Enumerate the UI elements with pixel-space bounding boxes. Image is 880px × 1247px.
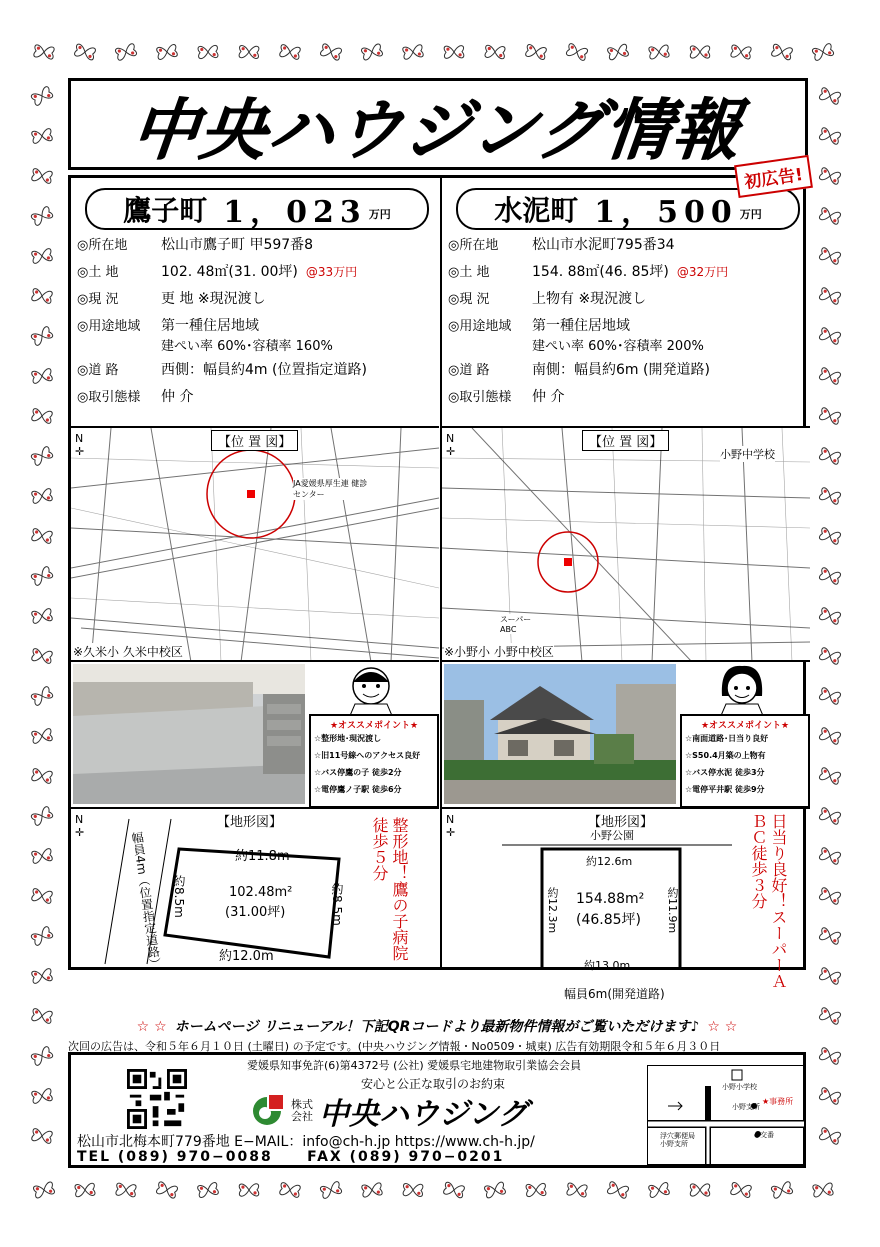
butterfly-icon (819, 247, 841, 265)
property-details (448, 234, 804, 413)
butterfly-icon (648, 1182, 669, 1198)
butterfly-icon (566, 43, 588, 61)
price-unit: 万円 (368, 208, 391, 221)
fax-number: FAX (089) 970−0201 (307, 1149, 505, 1165)
butterfly-icon (819, 727, 841, 745)
company-footer (68, 1052, 806, 1168)
butterfly-icon (31, 408, 52, 423)
butterfly-icon (819, 1047, 841, 1065)
butterfly-icon (31, 206, 54, 226)
butterfly-icon (730, 1182, 751, 1198)
price-unit: 万円 (739, 208, 762, 221)
price: 1，500 (594, 195, 738, 230)
butterfly-icon (362, 1183, 383, 1198)
butterfly-icon (607, 1181, 629, 1199)
detail-value: 松山市鷹子町 甲597番8 (161, 237, 314, 253)
location-map (442, 426, 810, 662)
butterfly-icon (819, 807, 841, 825)
butterfly-icon (443, 1182, 465, 1199)
butterfly-icon (567, 1183, 588, 1197)
butterfly-icon (649, 45, 670, 59)
point-item: ☆電停平井駅 徒歩9分 (685, 785, 765, 794)
title-banner (68, 78, 808, 170)
compass-icon: N ✛ (75, 432, 85, 458)
park-label: 小野公園 (590, 829, 634, 842)
butterfly-icon (31, 848, 52, 863)
plot-diagram (71, 807, 439, 969)
butterfly-icon (484, 1182, 506, 1199)
detail-key: ◎現 況 (77, 292, 119, 307)
star-decoration: ☆ ☆ (136, 1019, 167, 1035)
property-details (77, 234, 433, 413)
butterfly-icon (819, 607, 841, 625)
listings-panel (68, 175, 806, 1001)
butterfly-icon (31, 968, 52, 983)
butterfly-icon (31, 608, 52, 623)
plot-left-length: 約8.5m (172, 875, 186, 918)
butterfly-icon (31, 128, 52, 143)
point-item: ☆南面道路･日当り良好 (685, 734, 769, 743)
detail-key: ◎所在地 (77, 238, 128, 253)
detail-key: ◎用途地域 (448, 319, 512, 334)
plot-bottom-length: 約13.0m (584, 959, 631, 972)
butterfly-icon (819, 407, 841, 425)
plot-area: 102.48m² (229, 885, 293, 900)
butterfly-icon (819, 967, 841, 985)
recommend-points (307, 662, 437, 807)
butterfly-icon (813, 1183, 834, 1197)
butterfly-icon (31, 1128, 52, 1143)
plot-right-length: 約8.5m (330, 883, 344, 926)
map-landmark: スーパー ABC (500, 614, 540, 634)
unit-price-note: @32万円 (676, 265, 729, 279)
butterfly-icon (819, 487, 841, 505)
map-postoffice: 浮穴郵便局 小野支所 (660, 1132, 695, 1148)
butterfly-icon (444, 46, 464, 59)
butterfly-icon (31, 1088, 52, 1103)
detail-value: 102. 48㎡(31. 00坪) (161, 264, 298, 280)
map-branch: 小野支所 (732, 1103, 760, 1111)
butterfly-icon (31, 326, 54, 346)
butterfly-icon (819, 927, 841, 945)
price-pill (85, 188, 429, 230)
detail-key: ◎取引態様 (77, 390, 141, 405)
butterfly-icon (31, 86, 54, 106)
lot-photo (73, 664, 305, 804)
butterfly-icon (819, 1087, 841, 1105)
detail-key: ◎道 路 (77, 363, 119, 378)
point-item: ☆バス停水泥 徒歩3分 (685, 768, 765, 777)
points-title: ★オススメポイント★ (329, 721, 419, 731)
plot-diagram (442, 807, 810, 1001)
butterfly-icon (31, 566, 54, 586)
butterfly-icon (31, 368, 52, 383)
compass-icon: N ✛ (446, 813, 456, 839)
location-map (71, 426, 439, 662)
butterfly-icon (198, 45, 218, 59)
butterfly-icon (819, 527, 841, 545)
compass-icon: N ✛ (446, 432, 456, 458)
butterfly-icon (197, 1182, 219, 1198)
butterfly-icon (812, 43, 834, 61)
butterfly-icon (31, 168, 52, 183)
butterfly-icon (31, 888, 52, 903)
compass-icon: N ✛ (75, 813, 85, 839)
butterfly-icon (156, 1181, 178, 1198)
map-koban: ●交番 (754, 1131, 775, 1139)
qr-code[interactable] (127, 1069, 187, 1129)
butterfly-icon (402, 44, 423, 59)
butterfly-icon (320, 43, 342, 60)
point-item: ☆旧11号線へのアクセス良好 (314, 751, 421, 760)
butterfly-icon (31, 768, 52, 783)
plot-tsubo: (46.85坪) (576, 912, 642, 928)
banner-text: ホームページ リニューアル！下記QRコードより最新物件情報がご覧いただけます♪ (174, 1019, 700, 1035)
points-box (309, 714, 439, 808)
page-title: 中央ハウジング情報 (128, 91, 746, 169)
points-box (680, 714, 810, 808)
butterfly-icon (819, 887, 841, 905)
map-office: ★事務所 (762, 1097, 794, 1106)
butterfly-icon (819, 367, 841, 385)
tagline: 安心と公正な取引のお約束 (361, 1077, 506, 1091)
butterfly-icon (31, 488, 52, 503)
office-map (647, 1065, 805, 1165)
plot-top-length: 約11.8m (235, 849, 290, 864)
butterfly-icon (31, 926, 54, 946)
plot-note: 日当り良好！スーパーＡＢＣ徒歩３分 (749, 813, 788, 989)
butterfly-icon (320, 1181, 342, 1199)
detail-value: 南側：幅員約6m (開発道路) (532, 362, 710, 378)
butterfly-icon (156, 44, 177, 60)
detail-key: ◎用途地域 (77, 319, 141, 334)
road-label: 幅員6m(開発道路) (564, 987, 665, 1001)
point-item: ☆整形地･現況渡し (314, 734, 382, 743)
butterfly-icon (526, 1183, 546, 1197)
photo-row (442, 660, 810, 809)
butterfly-icon (819, 207, 841, 225)
butterfly-icon (239, 45, 259, 58)
price: 1，023 (223, 195, 367, 230)
detail-value: 第一種住居地域 (161, 318, 259, 334)
phone-number: TEL (089) 970−0088 (77, 1149, 273, 1165)
butterfly-icon (31, 686, 54, 706)
detail-key: ◎所在地 (448, 238, 499, 253)
butterfly-icon (690, 46, 709, 58)
butterfly-icon (819, 1007, 841, 1025)
butterfly-icon (31, 806, 54, 826)
new-ad-badge: 初広告! (734, 155, 813, 198)
company-phone (77, 1149, 504, 1165)
map-landmark: JA愛媛県厚生連 健診センター (293, 478, 371, 500)
detail-sub: 建ぺい率 60%･容積率 160% (161, 339, 333, 354)
plot-tsubo: (31.00坪) (225, 905, 286, 920)
detail-key: ◎道 路 (448, 363, 490, 378)
star-decoration: ☆ ☆ (707, 1019, 738, 1035)
butterfly-icon (771, 44, 793, 61)
saleswoman-illustration (712, 662, 772, 718)
detail-value: 西側：幅員約4m (位置指定道路) (161, 362, 367, 378)
butterfly-icon (819, 767, 841, 785)
plot-left-length: 約12.3m (546, 887, 559, 934)
license-text: 愛媛県知事免許(6)第4372号 (公社) 愛媛県宅地建物取引業協会会員 (247, 1059, 582, 1072)
photo-row (71, 660, 439, 809)
butterfly-icon (74, 44, 96, 61)
butterfly-icon (819, 447, 841, 465)
detail-value: 第一種住居地域 (532, 318, 630, 334)
butterfly-icon (34, 45, 55, 60)
butterfly-icon (31, 248, 52, 263)
map-title: 【位 置 図】 (211, 430, 298, 451)
detail-sub: 建ぺい率 60%･容積率 200% (532, 339, 704, 354)
school-district: ※久米小 久米中校区 (73, 645, 183, 659)
school-district: ※小野小 小野中校区 (444, 645, 554, 659)
butterfly-icon (361, 43, 383, 60)
detail-value: 上物有 ※現況渡し (532, 291, 647, 307)
butterfly-icon (819, 647, 841, 665)
detail-value: 松山市水泥町795番34 (532, 237, 675, 253)
point-item: ☆S50.4月築の上物有 (685, 751, 766, 760)
plot-top-length: 約12.6m (586, 855, 633, 868)
butterfly-icon (31, 1008, 52, 1023)
butterfly-icon (819, 847, 841, 865)
butterfly-icon (239, 1184, 259, 1197)
butterfly-icon (819, 327, 841, 345)
points-title: ★オススメポイント★ (700, 721, 790, 731)
butterfly-icon (819, 687, 841, 705)
detail-key: ◎取引態様 (448, 390, 512, 405)
company-logo-icon (249, 1093, 285, 1129)
town-name: 水泥町 (494, 194, 579, 227)
detail-key: ◎現 況 (448, 292, 490, 307)
butterfly-icon (116, 1183, 137, 1197)
map-title: 【位 置 図】 (582, 430, 669, 451)
plot-title: 【地形図】 (217, 815, 283, 830)
map-streets (71, 428, 439, 662)
butterfly-icon (819, 167, 841, 185)
unit-price-note: @33万円 (305, 265, 358, 279)
detail-value: 仲 介 (161, 389, 194, 405)
butterfly-icon (771, 1181, 793, 1199)
butterfly-icon (31, 288, 52, 303)
butterfly-icon (525, 44, 547, 60)
point-item: ☆バス停鷹の子 徒歩2分 (314, 768, 402, 777)
plot-bottom-length: 約12.0m (219, 949, 274, 964)
butterfly-icon (279, 44, 300, 59)
company-name: 中央ハウジング (319, 1097, 528, 1132)
detail-key: ◎土 地 (448, 265, 490, 280)
butterfly-icon (690, 1184, 709, 1196)
butterfly-icon (31, 648, 52, 663)
butterfly-icon (819, 87, 841, 105)
homepage-banner (68, 1016, 806, 1036)
butterfly-icon (485, 45, 505, 59)
house-photo (444, 664, 676, 804)
butterfly-icon (607, 44, 629, 61)
butterfly-icon (403, 1183, 423, 1196)
detail-value: 154. 88㎡(46. 85坪) (532, 264, 669, 280)
company-address: 松山市北梅本町779番地 E−MAIL：info@ch-h.jp https://www.ch-h.jp/ (77, 1134, 535, 1150)
detail-key: ◎土 地 (77, 265, 119, 280)
map-streets (442, 428, 810, 662)
plot-note: 整形地！鷹の子病院徒歩５分 (370, 817, 409, 961)
butterfly-icon (819, 287, 841, 305)
plot-area: 154.88m² (576, 891, 645, 907)
butterfly-icon (731, 45, 752, 59)
recommend-points (678, 662, 808, 807)
road-label: 幅員4m（位置指定道路） (129, 830, 163, 971)
butterfly-icon (31, 1046, 54, 1066)
butterfly-icon (33, 1181, 55, 1198)
map-landmark: 小野中学校 (720, 448, 775, 461)
company-logo (249, 1089, 528, 1133)
point-item: ☆電停鷹ノ子駅 徒歩6分 (314, 785, 402, 794)
listing-mizudoro (440, 178, 810, 1001)
town-name: 鷹子町 (123, 194, 208, 227)
butterfly-icon (819, 567, 841, 585)
butterfly-icon (819, 1127, 841, 1145)
butterfly-icon (279, 1182, 300, 1197)
butterfly-icon (75, 1183, 95, 1197)
butterfly-icon (115, 43, 137, 61)
company-type: 株式 会社 (291, 1098, 313, 1123)
next-ad-notice: 次回の広告は、令和５年６月１０日 (土曜日) の予定です。(中央ハウジング情報・No0509・城東) 広告有効期限令和５年６月３０日 (68, 1040, 721, 1053)
plot-title: 【地形図】 (588, 815, 654, 830)
butterfly-icon (819, 127, 841, 145)
butterfly-icon (31, 528, 52, 543)
salesman-illustration (341, 662, 401, 718)
map-school: 小野小学校 (722, 1083, 757, 1091)
detail-value: 更 地 ※現況渡し (161, 291, 266, 307)
detail-value: 仲 介 (532, 389, 565, 405)
butterfly-icon (31, 446, 54, 466)
plot-right-length: 約11.9m (666, 887, 679, 934)
butterfly-icon (31, 728, 52, 743)
